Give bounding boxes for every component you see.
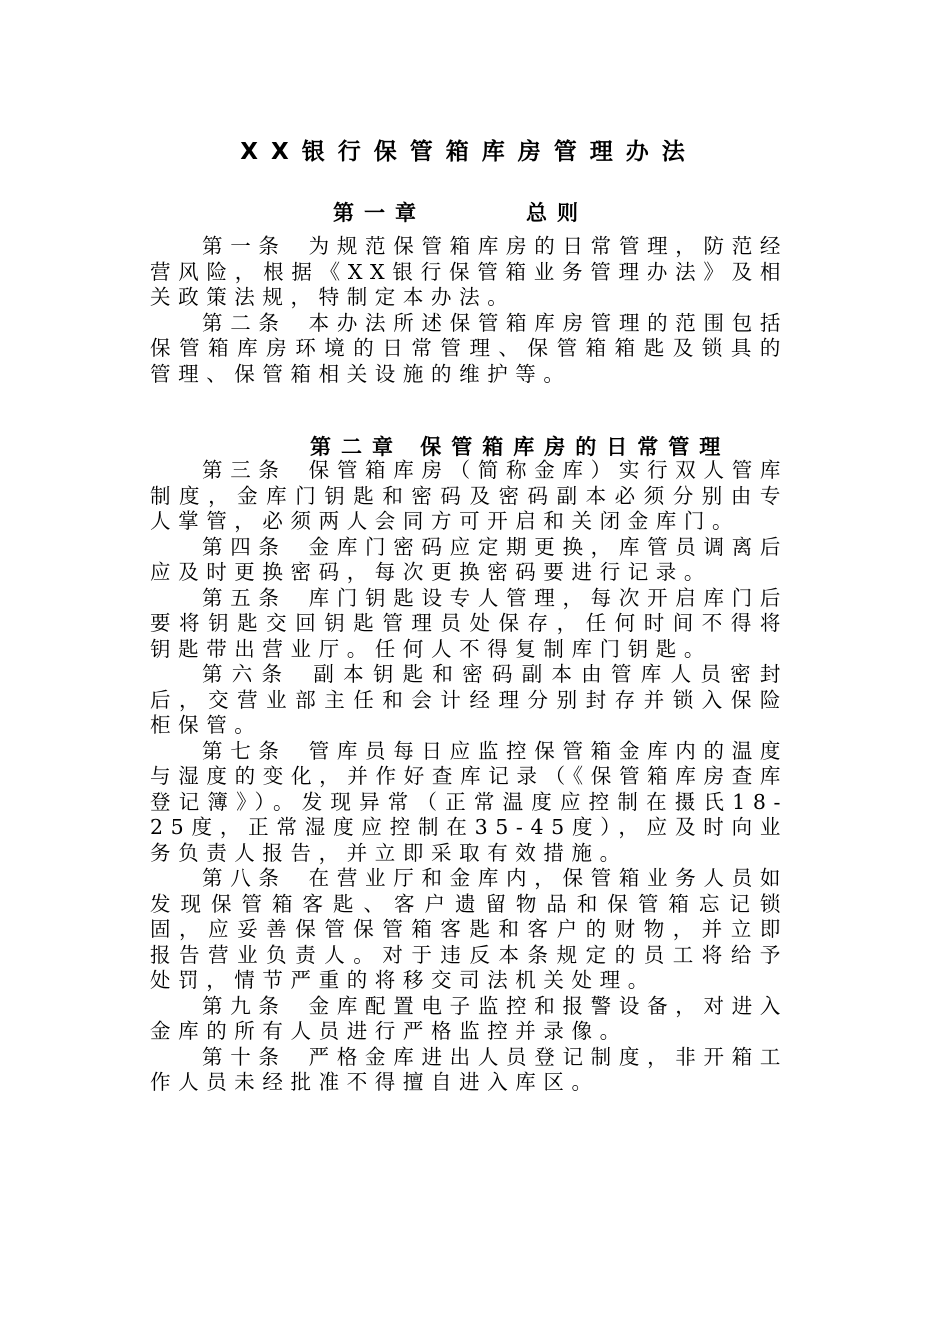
article-text: 在营业厅和金库内，保管箱业务人员如发现保管箱客匙、客户遗留物品和保管箱忘记锁固，应妥善保管保管箱客匙和客户的财物，并立即报告营业负责人。对于违反本条规定的员工将给予处罚，情节严重的将移交司法机关处理。 [150, 866, 788, 992]
chapter-1-heading [333, 197, 588, 227]
article-text: 为规范保管箱库房的日常管理，防范经营风险，根据《XX银行保管箱业务管理办法》及相关政策法规，特制定本办法。 [150, 234, 788, 309]
article-label: 第九条 [202, 993, 287, 1018]
article-text: 副本钥匙和密码副本由管库人员密封后，交营业部主任和会计经理分别封存并锁入保险柜保管。 [150, 662, 788, 737]
article-label: 第六条 [202, 662, 292, 686]
article-text: 保管箱库房（简称金库）实行双人管库制度，金库门钥匙和密码及密码副本必须分别由专人掌管，必须两人会同方可开启和关闭金库门。 [150, 458, 788, 533]
article-label: 第八条 [202, 866, 287, 890]
article-text: 本办法所述保管箱库房管理的范围包括保管箱库房环境的日常管理、保管箱箱匙及锁具的管理、保管箱相关设施的维护等。 [150, 310, 788, 386]
chapter-1-body [150, 234, 788, 387]
chapter-2-heading: 第二章 保管箱库房的日常管理 [310, 435, 731, 459]
chapter-1-number: 第一章 [333, 201, 426, 225]
article-paragraph [150, 311, 788, 388]
article-paragraph [150, 586, 788, 663]
article-label: 第七条 [202, 738, 287, 763]
article-paragraph [150, 662, 788, 739]
chapter-2-body [150, 458, 788, 1096]
chapter-1-name: 总则 [526, 201, 588, 225]
article-label: 第二条 [202, 310, 287, 335]
article-label: 第十条 [202, 1044, 287, 1069]
article-paragraph [150, 866, 788, 994]
article-text: 金库配置电子监控和报警设备，对进入金库的所有人员进行严格监控并录像。 [150, 993, 788, 1043]
article-text: 管库员每日应监控保管箱金库内的温度与湿度的变化，并作好查库记录（《保管箱库房查库登记簿》）。发现异常（正常温度应控制在摄氏18-25度，正常湿度应控制在35-45度），应及时向业务负责人报告，并立即采取有效措施。 [150, 738, 788, 865]
article-text: 库门钥匙设专人管理，每次开启库门后要将钥匙交回钥匙管理员处保存，任何时间不得将钥匙带出营业厅。任何人不得复制库门钥匙。 [150, 585, 788, 661]
article-paragraph [150, 535, 788, 586]
article-label: 第一条 [202, 234, 287, 258]
document-title: XX银行保管箱库房管理办法 [240, 139, 698, 165]
article-label: 第四条 [202, 534, 287, 559]
article-paragraph [150, 739, 788, 867]
article-label: 第五条 [202, 585, 287, 610]
article-label: 第三条 [202, 458, 287, 482]
article-paragraph [150, 234, 788, 311]
article-paragraph [150, 458, 788, 535]
article-text: 严格金库进出人员登记制度，非开箱工作人员未经批准不得擅自进入库区。 [150, 1044, 788, 1094]
article-paragraph [150, 994, 788, 1045]
article-paragraph [150, 1045, 788, 1096]
article-text: 金库门密码应定期更换，库管员调离后应及时更换密码，每次更换密码要进行记录。 [150, 534, 788, 584]
